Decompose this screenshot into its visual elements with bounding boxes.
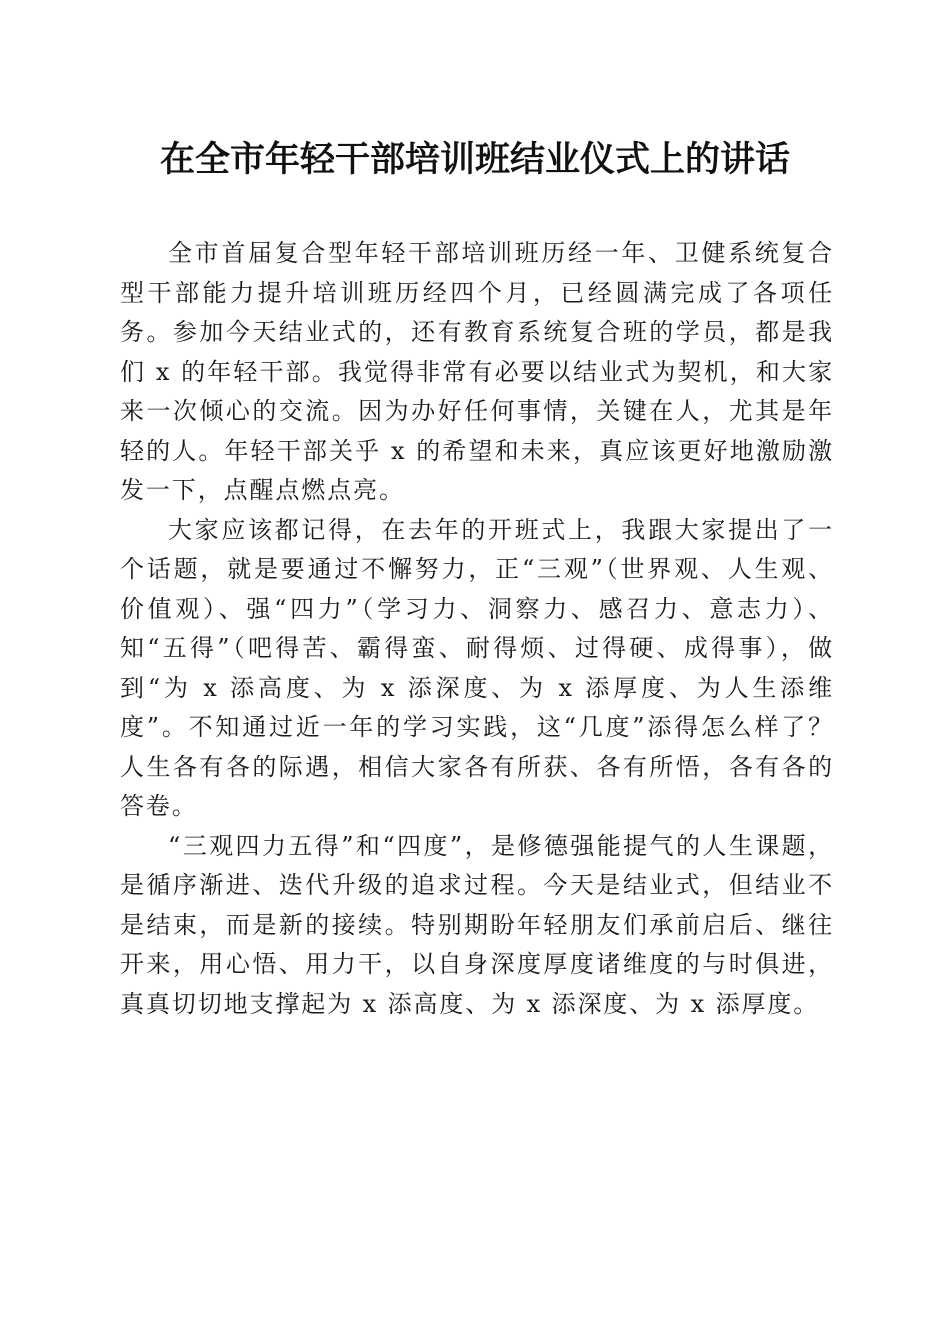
paragraph-2: 大家应该都记得，在去年的开班式上，我跟大家提出了一个话题，就是要通过不懈努力，正“三观”（世界观、人生观、价值观）、强“四力”（学习力、洞察力、感召力、意志力）、知“五得”（吧得苦、霸得蛮、耐得烦、过得硬、成得事），做到“为 x 添高度、为 x 添深度、为 x 添厚度、为人生添维度”。不知通过近一年的学习实践，这“几度”添得怎么样了？人生各有各的际遇，相信大家各有所获、各有所悟，各有各的答卷。 [120,515,834,820]
document-title: 在全市年轻干部培训班结业仪式上的讲话 [159,139,790,180]
paragraph-1: 全市首届复合型年轻干部培训班历经一年、卫健系统复合型干部能力提升培训班历经四个月，已经圆满完成了各项任务。参加今天结业式的，还有教育系统复合班的学员，都是我们 x 的年轻干部。我觉得非常有必要以结业式为契机，和大家来一次倾心的交流。因为办好任何事情，关键在人，尤其是年轻的人。年轻干部关乎 x 的希望和未来，真应该更好地激励激发一下，点醒点燃点亮。 [120,239,834,504]
paragraph-3: “三观四力五得”和“四度”，是修德强能提气的人生课题，是循序渐进、迭代升级的追求过程。今天是结业式，但结业不是结束，而是新的接续。特别期盼年轻朋友们承前启后、继往开来，用心悟、用力干，以自身深度厚度诸维度的与时俱进，真真切切地支撑起为 x 添高度、为 x 添深度、为 x 添厚度。 [120,831,834,1018]
document-body [120,234,834,1024]
